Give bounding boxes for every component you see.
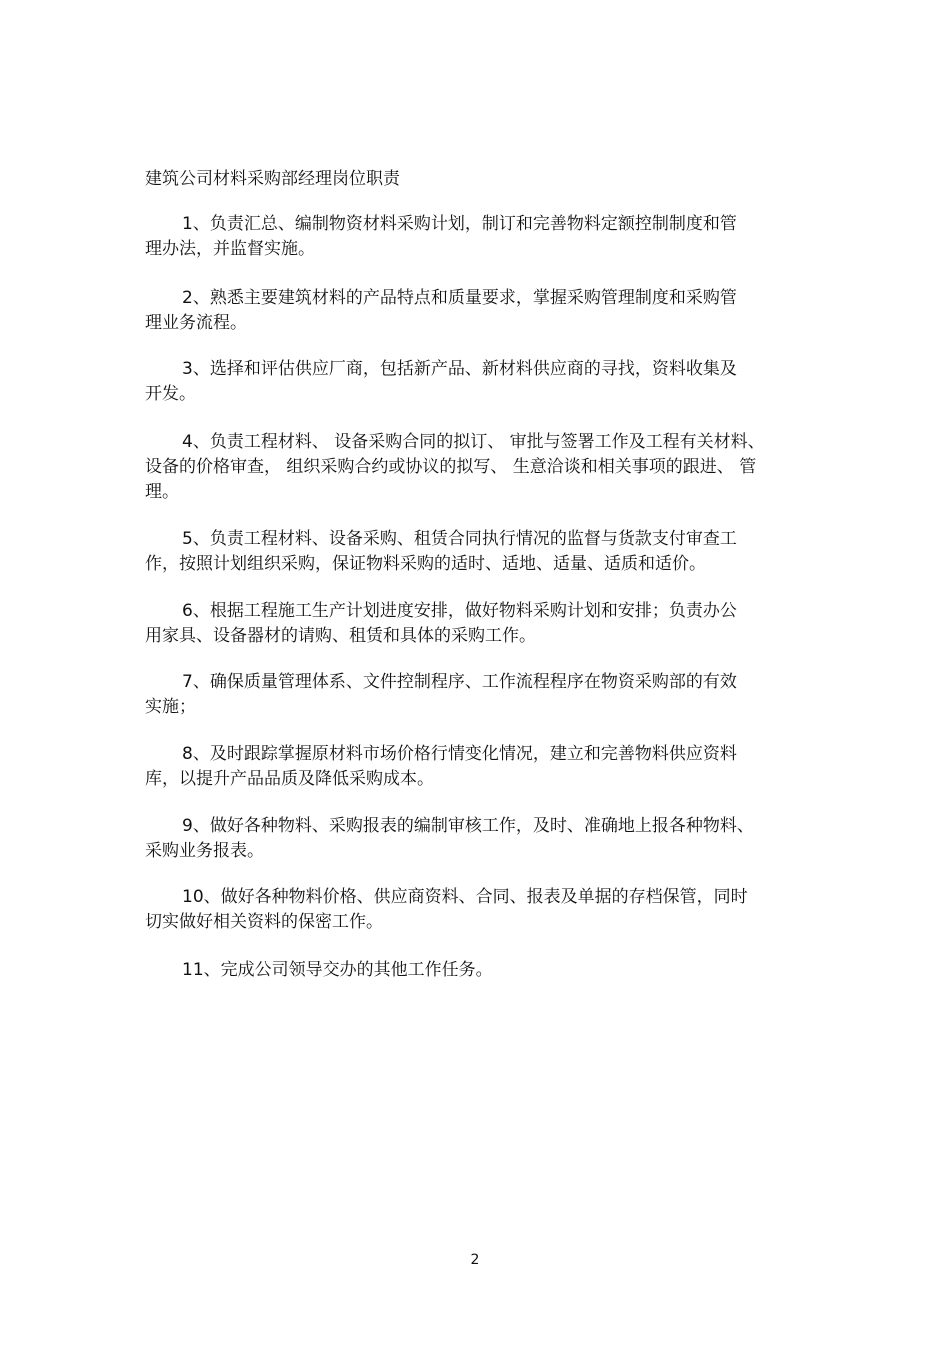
- duty-line: 设备的价格审查， 组织采购合约或协议的拟写、 生意洽谈和相关事项的跟进、 管: [145, 457, 757, 477]
- duty-line: 采购业务报表。: [145, 841, 264, 861]
- duty-item-2: [145, 286, 785, 336]
- duty-line: 3、选择和评估供应厂商，包括新产品、新材料供应商的寻找，资料收集及: [182, 359, 737, 379]
- duty-line: 2、熟悉主要建筑材料的产品特点和质量要求，掌握采购管理制度和采购管: [182, 288, 737, 308]
- duty-line: 9、做好各种物料、采购报表的编制审核工作，及时、准确地上报各种物料、: [182, 816, 754, 836]
- duty-line: 理办法，并监督实施。: [145, 239, 315, 259]
- duty-line: 4、负责工程材料、 设备采购合同的拟订、 审批与签署工作及工程有关材料、: [182, 432, 765, 452]
- duty-line: 5、负责工程材料、设备采购、租赁合同执行情况的监督与货款支付审查工: [182, 529, 737, 549]
- duty-line: 开发。: [145, 384, 196, 404]
- duty-item-9: [145, 814, 785, 864]
- duty-line: 6、根据工程施工生产计划进度安排，做好物料采购计划和安排；负责办公: [182, 601, 737, 621]
- page-number: 2: [470, 1252, 480, 1268]
- duty-line: 11、完成公司领导交办的其他工作任务。: [182, 960, 493, 980]
- duty-line: 作，按照计划组织采购，保证物料采购的适时、适地、适量、适质和适价。: [145, 554, 706, 574]
- duty-item-10: [145, 885, 785, 935]
- duty-line: 理。: [145, 482, 179, 502]
- duty-line: 实施；: [145, 697, 196, 717]
- duty-line: 10、做好各种物料价格、供应商资料、合同、报表及单据的存档保管，同时: [182, 887, 748, 907]
- duty-item-1: [145, 212, 785, 262]
- duty-item-5: [145, 527, 785, 577]
- duty-item-6: [145, 599, 785, 649]
- duty-line: 7、确保质量管理体系、文件控制程序、工作流程程序在物资采购部的有效: [182, 672, 737, 692]
- duty-item-11: [145, 958, 785, 983]
- duty-line: 库，以提升产品品质及降低采购成本。: [145, 769, 434, 789]
- duty-line: 用家具、设备器材的请购、租赁和具体的采购工作。: [145, 626, 536, 646]
- duty-line: 8、及时跟踪掌握原材料市场价格行情变化情况，建立和完善物料供应资料: [182, 744, 737, 764]
- duty-line: 理业务流程。: [145, 313, 247, 333]
- duty-line: 切实做好相关资料的保密工作。: [145, 912, 383, 932]
- duty-item-8: [145, 742, 785, 792]
- duty-item-3: [145, 357, 785, 407]
- document-title: 建筑公司材料采购部经理岗位职责: [145, 169, 400, 189]
- duty-item-4: [145, 430, 810, 505]
- duty-item-7: [145, 670, 785, 720]
- duty-line: 1、负责汇总、编制物资材料采购计划，制订和完善物料定额控制制度和管: [182, 214, 737, 234]
